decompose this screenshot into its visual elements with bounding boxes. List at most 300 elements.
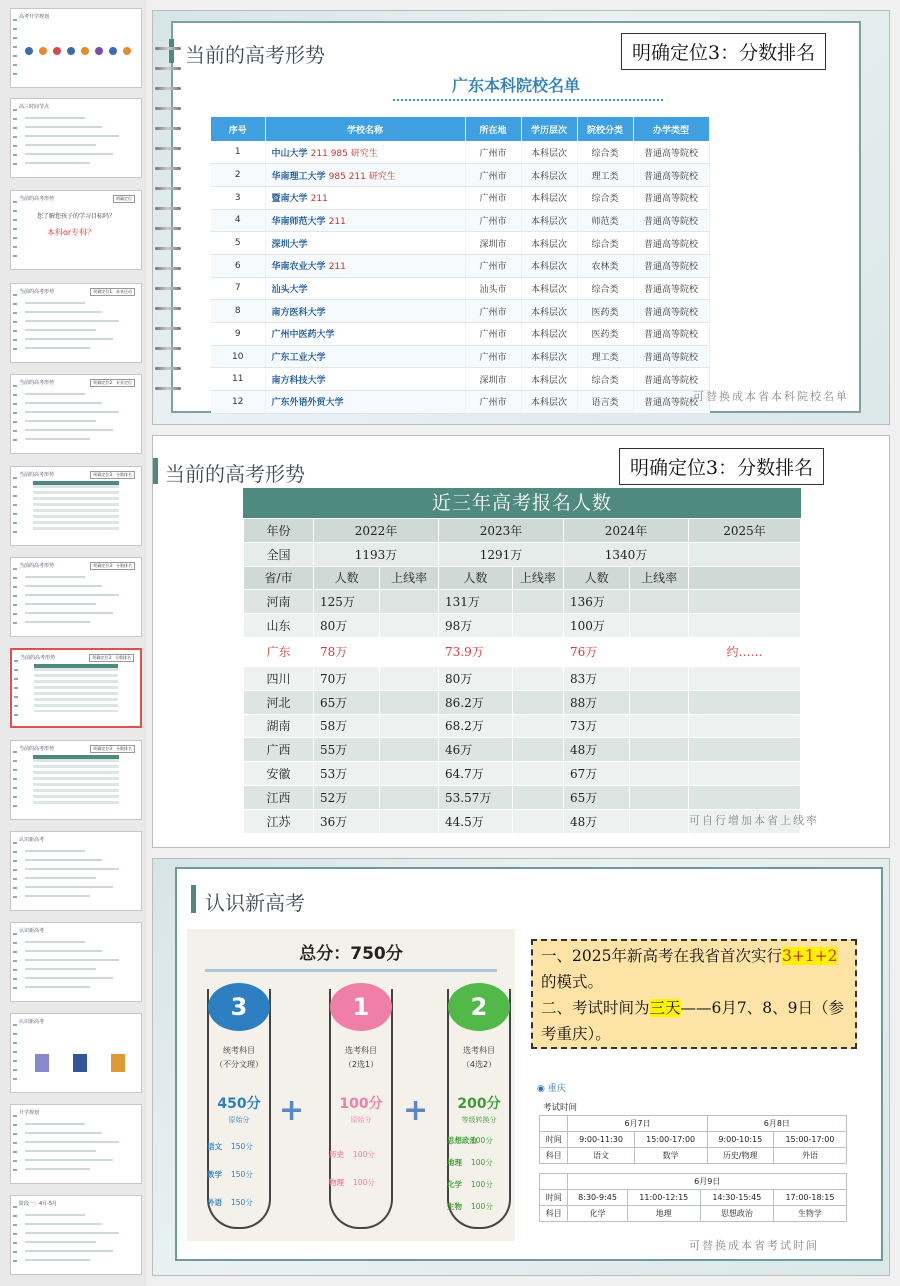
table-cell [630,637,689,666]
university-table [211,117,710,414]
cell-level: 本科层次 [521,209,577,232]
slide-thumbnail-rail[interactable] [0,0,146,1286]
cell-type: 普通高等院校 [633,141,709,164]
group-points: 450分 [217,1096,261,1112]
cell-no: 4 [211,209,265,232]
table-cell: 125万 [314,590,380,614]
table-cell: 上线率 [380,566,439,590]
table-cell [380,809,439,833]
table-title: 近三年高考报名人数 [243,488,801,518]
group-label: 统考科目 [223,1046,255,1055]
thumb-text-line [25,1232,119,1234]
table-cell [380,614,439,638]
cell-level: 本科层次 [521,391,577,414]
table-cell: 人数 [438,566,512,590]
thumb-text-line [25,1141,119,1143]
subject-group-pill [329,989,393,1229]
schedule-time: 9:00-10:15 [707,1132,773,1148]
slide-thumbnail[interactable] [10,1104,142,1184]
subject-name: 语文 [207,1142,222,1151]
thumb-spiral [13,1206,17,1268]
table-cell: 52万 [314,785,380,809]
table-cell: 2024年 [563,519,688,543]
schedule-time: 9:00-11:30 [568,1132,634,1148]
table-cell [380,714,439,738]
slide-thumbnail[interactable] [10,8,142,88]
thumb-spiral [13,568,17,630]
table-cell: 55万 [314,738,380,762]
thumb-spiral [13,19,17,81]
table-cell [689,542,801,566]
row-label: 科目 [540,1206,568,1222]
cell-city: 深圳市 [465,232,521,255]
thumb-spiral [13,385,17,447]
group-points-note: 原始分 [350,1116,372,1124]
cell-type: 普通高等院校 [633,323,709,346]
subject-group-pill [447,989,511,1229]
note-highlight-days: 三天 [649,999,681,1017]
row-label: 时间 [540,1190,568,1206]
thumb-title: 阶段一：4月-5月 [19,1201,58,1207]
table-cell [630,738,689,762]
thumb-text-line [25,144,96,146]
cell-city: 广州市 [465,300,521,323]
subject-points: 150分 [231,1198,253,1207]
subject-name: 化学 [447,1180,462,1189]
slide-university-list[interactable] [152,10,890,425]
table-cell: 上线率 [512,566,563,590]
cell-level: 本科层次 [521,277,577,300]
note-line-2-end: ——6月7、8、9日（参考重庆）。 [541,999,844,1043]
note-line-1: 一、2025年新高考在我省首次实行 [541,947,782,965]
school-name: 广州中医药大学 [271,330,335,341]
thumb-text-line [25,1132,102,1134]
table-cell [689,762,801,786]
slide-thumbnail[interactable] [10,1195,142,1275]
thumb-tag: 明确定位2：专业定位 [90,379,135,387]
table-cell [689,614,801,638]
thumb-text-line [25,153,113,155]
column-header: 院校分类 [577,117,633,141]
thumb-tag: 明确定位3：分数排名 [90,562,135,570]
table-cell: 1193万 [314,542,439,566]
table-cell: 76万 [563,637,629,666]
cell-cat: 综合类 [577,277,633,300]
thumb-text-line [25,1259,90,1261]
thumb-title: 认识新高考 [19,928,45,934]
thumb-tag: 明确定位3：分数排名 [90,471,135,479]
table-cell: 48万 [563,809,629,833]
thumb-title: 当前的高考形势 [19,472,55,478]
table-cell: 36万 [314,809,380,833]
thumb-spiral [13,201,17,263]
subject-name: 思想政治 [447,1136,477,1145]
thumb-text-line [25,977,113,979]
thumb-title: 认识新高考 [19,837,45,843]
thumb-text-line [25,868,119,870]
cell-no: 1 [211,141,265,164]
cell-school [265,232,465,255]
thumb-table [33,481,119,531]
table-cell [512,690,563,714]
slide-title: 当前的高考形势 [165,462,305,486]
subject-group-pill [207,989,271,1229]
cell-cat: 理工类 [577,345,633,368]
table-cell: 136万 [563,590,629,614]
plus-icon: + [279,1093,305,1128]
thumb-step-icon [81,47,89,55]
thumb-spiral [13,751,17,813]
table-cell [512,762,563,786]
cell-type: 普通高等院校 [633,232,709,255]
slide-thumbnail[interactable] [10,1013,142,1093]
column-header: 学校名称 [265,117,465,141]
cell-no: 8 [211,300,265,323]
thumb-text-line [25,1168,90,1170]
table-row [211,323,709,346]
thumb-step-icon [67,47,75,55]
cell-type: 普通高等院校 [633,391,709,414]
subject-entry [329,1149,391,1160]
table-cell [630,614,689,638]
thumb-question-red: 本科or专科？ [47,228,96,237]
subject-points: 100分 [471,1180,493,1189]
group-number-badge: 3 [208,983,270,1031]
schedule-subject: 化学 [568,1206,627,1222]
thumb-text-line [25,311,102,313]
thumb-text-line [25,850,85,852]
cell-cat: 农林类 [577,254,633,277]
table-cell: 46万 [438,738,512,762]
thumb-title: 高三时间节点 [19,104,50,110]
thumb-text-line [25,1159,113,1161]
hint-text: 可替换成本省本科院校名单 [693,390,849,403]
row-label: 科目 [540,1148,568,1164]
table-cell: 人数 [314,566,380,590]
table-cell: 53万 [314,762,380,786]
total-underline [205,969,497,972]
cell-level: 本科层次 [521,345,577,368]
province-row [244,785,801,809]
thumb-spiral [14,660,18,720]
cell-city: 广州市 [465,141,521,164]
table-cell: 48万 [563,738,629,762]
thumb-title: 认识新高考 [19,1019,45,1025]
table-row [211,141,709,164]
thumb-spiral [13,842,17,904]
table-cell: 人数 [563,566,629,590]
slide-thumbnail[interactable] [10,831,142,911]
hint-text: 可替换成本省考试时间 [689,1239,819,1252]
thumb-spiral [13,933,17,995]
table-cell: 2023年 [438,519,563,543]
province-row [244,590,801,614]
group-points-note: 原始分 [228,1116,250,1124]
table-cell: 广西 [244,738,314,762]
thumb-text-line [25,621,90,623]
thumb-text-line [25,950,102,952]
cell-no: 7 [211,277,265,300]
slide-thumbnail[interactable] [10,98,142,178]
thumb-title: 升学规划 [19,1110,40,1116]
thumb-title: 当前的高考形势 [19,289,55,295]
table-cell [630,666,689,690]
schedule-day: 6月7日 [568,1116,707,1132]
school-tag: 211 [328,216,346,227]
thumb-step-icon [25,47,33,55]
subject-name: 历史 [329,1150,344,1159]
schedule-subject: 数学 [634,1148,707,1164]
thumb-text-line [25,438,90,440]
cell-school [265,391,465,414]
schedule-time: 17:00-18:15 [773,1190,846,1206]
total-score: 总分：750分 [299,944,403,964]
slide-thumbnail[interactable] [10,557,142,637]
thumb-table [34,664,118,712]
group-number-badge: 2 [448,983,510,1031]
header-row-columns [244,566,801,590]
thumb-text-line [25,986,90,988]
slide-title: 当前的高考形势 [185,43,325,67]
thumb-text-line [25,859,102,861]
note-line-2: 二、考试时间为 [541,999,650,1017]
cell-level: 本科层次 [521,323,577,346]
school-name: 华南农业大学 [271,262,326,273]
slide-thumbnail[interactable] [10,922,142,1002]
cell-city: 广州市 [465,186,521,209]
thumb-text-line [25,302,85,304]
thumb-text-line [25,1250,113,1252]
table-row [211,209,709,232]
slide-title: 认识新高考 [205,891,305,915]
table-cell [512,666,563,690]
cell-level: 本科层次 [521,141,577,164]
cell-type: 普通高等院校 [633,164,709,187]
binder-spiral [155,47,181,407]
slide-thumbnail[interactable] [10,466,142,546]
school-tag: 211 985 研究生 [310,148,378,159]
cell-level: 本科层次 [521,254,577,277]
table-cell [380,690,439,714]
table-cell [630,809,689,833]
school-name: 深圳大学 [271,239,308,250]
cell-city: 广州市 [465,323,521,346]
slide-thumbnail[interactable] [10,283,142,363]
cell-no: 12 [211,391,265,414]
schedule-time-row [540,1132,847,1148]
schedule-label: 考试时间 [543,1103,578,1113]
exam-structure-graphic [187,929,515,1241]
table-cell: 98万 [438,614,512,638]
thumb-text-line [25,1214,85,1216]
table-cell: 全国 [244,542,314,566]
school-name: 广东外语外贸大学 [271,398,344,409]
cell-cat: 医药类 [577,323,633,346]
table-cell: 约…… [689,637,801,666]
schedule-cell [540,1174,568,1190]
schedule-subject: 生物学 [773,1206,846,1222]
cell-school [265,345,465,368]
table-cell [512,590,563,614]
slide-registration-stats[interactable] [152,435,890,848]
subject-entry [447,1201,509,1212]
table-cell [380,637,439,666]
cell-school [265,209,465,232]
cell-type: 普通高等院校 [633,186,709,209]
thumb-text-line [25,135,119,137]
table-row [211,254,709,277]
subject-points: 100分 [471,1202,493,1211]
cell-type: 普通高等院校 [633,277,709,300]
subject-name: 生物 [447,1202,462,1211]
list-title: 广东本科院校名单 [451,76,580,95]
group-points-note: 等级转换分 [461,1116,497,1124]
table-cell: 88万 [563,690,629,714]
schedule-day-row [540,1116,847,1132]
thumb-text-line [25,338,113,340]
cell-type: 普通高等院校 [633,300,709,323]
cell-school [265,141,465,164]
table-cell [380,738,439,762]
table-cell: 73万 [563,714,629,738]
table-row [211,345,709,368]
thumb-text-line [25,941,85,943]
slide-thumbnail[interactable] [10,190,142,270]
thumb-spiral [13,1024,17,1086]
group-sublabel: （不分文理） [215,1060,263,1069]
table-cell: 江苏 [244,809,314,833]
slide-thumbnail[interactable] [10,740,142,820]
thumb-step-icon [109,47,117,55]
location-pin-icon: ◉ [537,1084,545,1094]
subject-points: 150分 [231,1170,253,1179]
column-header: 序号 [211,117,265,141]
cell-no: 10 [211,345,265,368]
exam-schedule [537,1081,849,1227]
table-cell: 80万 [438,666,512,690]
thumb-title: 当前的高考形势 [19,196,55,202]
slide-new-gaokao[interactable] [152,858,890,1276]
schedule-time: 14:30-15:45 [700,1190,773,1206]
thumb-tag: 明确定位 [113,195,135,203]
thumb-text-line [25,576,85,578]
table-row [211,186,709,209]
position-tag: 明确定位3：分数排名 [619,448,824,485]
cell-cat: 师范类 [577,209,633,232]
table-cell: 1340万 [563,542,688,566]
cell-school [265,277,465,300]
cell-no: 6 [211,254,265,277]
thumb-text-line [25,1150,96,1152]
table-cell: 江西 [244,785,314,809]
table-cell: 80万 [314,614,380,638]
thumb-text-line [25,411,119,413]
subject-entry [207,1197,269,1208]
subject-points: 100分 [353,1178,375,1187]
thumb-text-line [25,603,96,605]
group-points: 100分 [339,1096,383,1112]
table-cell: 73.9万 [438,637,512,666]
table-cell [689,666,801,690]
schedule-subject: 思想政治 [700,1206,773,1222]
thumb-title: 高考升学规划 [19,14,50,20]
cell-level: 本科层次 [521,368,577,391]
cell-city: 深圳市 [465,368,521,391]
subject-points: 100分 [353,1150,375,1159]
province-row [244,762,801,786]
cell-school [265,164,465,187]
table-cell: 64.7万 [438,762,512,786]
header-row-years [244,519,801,543]
table-cell: 四川 [244,666,314,690]
thumb-spiral [13,1115,17,1177]
schedule-subject-row [540,1148,847,1164]
cell-cat: 综合类 [577,232,633,255]
table-cell: 安徽 [244,762,314,786]
cell-city: 广州市 [465,254,521,277]
thumb-text-line [25,1123,85,1125]
schedule-subject: 地理 [627,1206,700,1222]
table-cell [630,762,689,786]
thumb-text-line [25,420,96,422]
slide-thumbnail[interactable] [10,648,142,728]
school-name: 汕头大学 [271,284,308,295]
thumb-spiral [13,477,17,539]
thumb-spiral [13,109,17,171]
thumb-text-line [25,594,119,596]
thumb-text-line [25,117,85,119]
cell-cat: 综合类 [577,141,633,164]
cell-school [265,323,465,346]
thumb-title: 当前的高考形势 [19,380,55,386]
thumb-spiral [13,294,17,356]
thumb-text-line [25,612,113,614]
location-name: 重庆 [547,1084,566,1094]
province-row [244,614,801,638]
table-row [211,232,709,255]
group-points: 200分 [457,1096,501,1112]
subject-entry [207,1141,269,1152]
schedule-time: 11:00-12:15 [627,1190,700,1206]
thumb-text-line [25,162,90,164]
schedule-time: 15:00-17:00 [634,1132,707,1148]
province-row [244,738,801,762]
table-cell: 湖南 [244,714,314,738]
cell-type: 普通高等院校 [633,345,709,368]
table-cell: 83万 [563,666,629,690]
schedule-subject: 语文 [568,1148,634,1164]
cell-school [265,254,465,277]
table-cell [630,714,689,738]
subject-entry [447,1157,509,1168]
cell-type: 普通高等院校 [633,209,709,232]
table-cell [630,590,689,614]
table-cell [512,614,563,638]
position-tag: 明确定位3：分数排名 [621,33,826,70]
thumb-text-line [25,895,90,897]
note-highlight-model: 3+1+2 [781,947,838,965]
table-cell: 70万 [314,666,380,690]
table-cell [512,637,563,666]
schedule-time-row [540,1190,847,1206]
table-cell: 上线率 [630,566,689,590]
school-name: 中山大学 [271,148,308,159]
thumb-text-line [25,585,102,587]
table-cell: 67万 [563,762,629,786]
group-sublabel: （4选2） [461,1060,497,1069]
thumb-book-image [73,1054,87,1072]
slide-thumbnail[interactable] [10,374,142,454]
